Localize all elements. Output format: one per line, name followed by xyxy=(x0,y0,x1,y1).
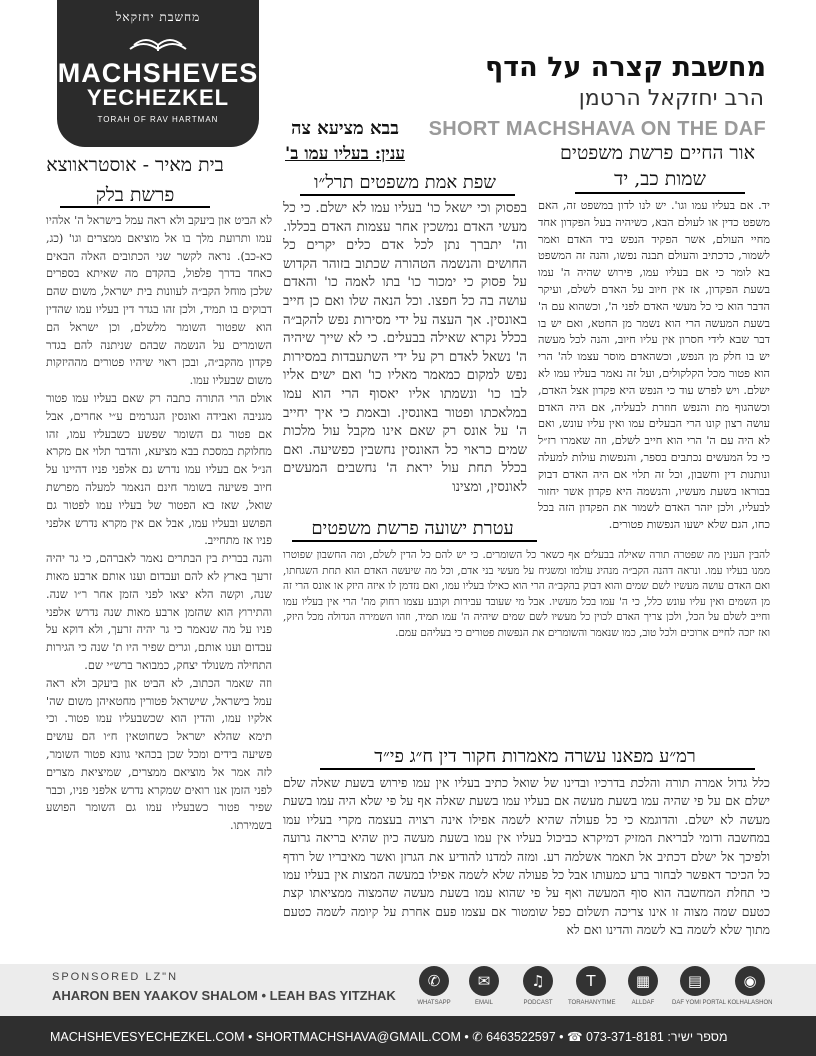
alldaf-link[interactable] xyxy=(620,966,666,1006)
divider xyxy=(320,768,755,770)
daf-yomi-portal-icon: ▤ xyxy=(680,966,710,996)
left-column-text: לא הביט און ביעקב ולא ראה עמל בישראל ה' אלהיו עמו ותרועת מלך בו אל מוציאם ממצרים וגו' (כג, כא-כב). נראה לקשר שני הכתובים האלה הבאים כאחד בדרך פלפול, בהקדם מה שאיתא בספרים שלכן מוחל הקב״ה לעוונות בית ישראל, משום שהם דבוקים בו תמיד, ולכן זהו בגדר דין בעליו עמו שהדין הוא שפטור השומר מלשלם, וכן ישראל הם השומרים על הנשמה שבהם שניתנה להם בגדר פקדון מהקב״ה, ובכן ראוי שיהיו פטורים מההיזקות משום שבעליו עמו. אולם הרי התורה כתבה רק שאם בעליו עמו פטור מגניבה ואבידה ואונסין הנגרמים ע״י אחרים, אבל אם פטור גם השומר שפשע כשבעליו עמו, זהו מחלוקת במסכת בבא מציעא, והדבר תלוי אם מקרא הנ״ל אם בעליו עמו נדרש גם אלפני פניו דהיינו על חיוב פשיעה בשומר חינם הנאמר למעלה מפרשת שואל, שאז בא הפטור של בעליו עמו לפטור גם הפושע ובעליו עמו, אבל אם אין מקרא נדרש אלפני פניו אז מתחייב. והנה בברית בין הבתרים נאמר לאברהם, כי גר יהיה זרעך בארץ לא להם ועבדום וענו אותם ארבע מאות שנה, וקשה הלא יצאו לפני הזמן אחר ר״ו שנה. והתירוץ הוא שהזמן ארבע מאות שנה נדרש אלפני פניו על מה שנאמר כי גר יהיה זרעך, ולא דוקא על עבדום וענו אותם, וגרים שפיר היו ת' שנה כי הגירות התחילה משנולד יצחק, כמבואר ברש״י שם. וזה שאמר הכתוב, לא הביט און ביעקב ולא ראה עמל בישראל, שישראל פטורין מחטאיהן משום שה' אלקיו עמו, והדין הוא שכשבעליו עמו פטור. וכי תימא שהלא ישראל כשחוטאין ח״ו הם עושים פשיעה בידים ומכל שכן בכהאי גוונא פטור השומר, לזה אמר אל מוציאם ממצרים, שמיציאת מצרים לפני הזמן אנו רואים שמקרא נדרש אלפני פניו, וכבר שפיר פטור כשבעליו עמו גם השומר הפושע בשמירתו. xyxy=(46,214,272,833)
right-column-text: יד. אם בעליו עמו וגו'. יש לנו לדון במשפט זה, האם משפט כדין או לעולם הבא, כשיהיה בעל הפקדון אחד מחיי העולם, אשר הפקיד הנפש ביד האדם ואמר לשמור, כדכתיב והעולם תבנה נפשו, והנה זה המשפט בא לומר כי אם בעליו עמו, פירוש שהיה ה' עמו בשעת הפקדון, אז אין חיוב על האדם לשלם, ועיקר הדבר הוא כי כל מעשי האדם לפני ה', וכשהוא עם ה' בשעת המעשה הרי הוא נשמר מן החטא, ואם יש בו דבר שבא לידי חסרון אין עליו חיוב, והנה לכל מעשה יש בו חלק מן הנפש, וכשהאדם מוסר עצמו לה' הרי הוא פטור מכל הקלקולים, ועל זה נאמר בעליו עמו לא ישלם. ויש לפרש עוד כי הנפש היא פקדון אצל האדם, וכשהגוף מת והנפש חוזרת לבעליה, אם היה האדם עושה רצון קונו הרי הבעלים עמו ואין עליו עונש, ואם לא היה עם ה' הרי הוא חייב לשלם, וזה שאמרו רז״ל כי כל המעשים נכתבים בספר, והנפשות עולות למעלה ונותנות דין וחשבון, וכל זה תלוי אם היה האדם דבוק בבוראו בשעת מעשיו, והנשמה היא פקדון אשר יחזור לבעליו, ולכן יזהר האדם לשמור את הפקדון הזה בכל כחו, הגם שלא ישעו הנפשות פטורים. xyxy=(538,199,770,532)
podcast-label: PODCAST xyxy=(523,1000,553,1006)
podcast-icon: ♫ xyxy=(523,966,553,996)
english-title: SHORT MACHSHAVA ON THE DAF xyxy=(428,118,766,140)
right-column-heading: אור החיים פרשת משפטים xyxy=(559,142,756,164)
sponsor-label: SPONSORED LZ"N xyxy=(52,971,179,983)
logo-hebrew: מחשבת יחזקאל xyxy=(115,10,201,24)
left-column-subheading: פרשת בלק xyxy=(95,184,175,206)
tractate-label: בבא מציעא צה xyxy=(291,118,399,139)
logo-tagline: TORAH OF RAV HARTMAN xyxy=(97,115,219,124)
alldaf-icon: ▦ xyxy=(628,966,658,996)
kolhalashon-link[interactable] xyxy=(727,966,773,1006)
divider xyxy=(575,192,745,194)
right-column-subheading: שמות כב, יד xyxy=(614,168,706,190)
page-title: מחשבת קצרה על הדף xyxy=(485,52,766,83)
logo-line-1: MACHSHEVES xyxy=(57,58,259,88)
kolhalashon-icon: ◉ xyxy=(735,966,765,996)
torahanytime-label: TORAHANYTIME xyxy=(568,1000,616,1006)
sponsor-names: AHARON BEN YAAKOV SHALOM • LEAH BAS YITZHAK xyxy=(52,988,396,1003)
podcast-link[interactable] xyxy=(515,966,561,1006)
book-icon xyxy=(128,31,188,53)
daf-yomi-portal-link[interactable] xyxy=(672,966,727,1006)
divider xyxy=(300,194,515,196)
topic-label: ענין: בעליו עמו ב' xyxy=(285,144,405,164)
logo-line-2: YECHEZKEL xyxy=(86,85,230,110)
torahanytime-link[interactable] xyxy=(568,966,614,1006)
email-icon: ✉ xyxy=(469,966,499,996)
ramah-heading: רמ״ע מפאנו עשרה מאמרות חקור דין ח״ג פי״ד xyxy=(374,746,696,767)
footer-contact[interactable]: MACHSHEVESYECHEZKEL.COM • SHORTMACHSHAVA@GMAIL.COM • ✆ 6463522597 • ☎ 073-371-8181 :מספר ישיר xyxy=(50,1030,728,1044)
ramah-text: כלל גדול אמרה תורה והלכת בדרכיו ובדינו של שואל כתיב בעליו אין עמו פירוש בשעת שאלה שלם ישלם אם על פי שהיה עמו בשעת מעשה אם בעליו עמו בשעת שאלה אף על פי שלא היה עמו בשעת מעשה לא ישלם. והדוגמא כי כל פעולה שהיא לשמה אפילו אינה רצויה בעצמה מקרי בעליו עמו במחשבה ודומי לבריאת המזיק דמיקרא כביכול בעליו אין עמו בשעת מעשה כיון שהיא בריאה גרועה ולפיכך אל ישלם דכתיב אל תאמר אשלמה רע. ומזה למדנו להודיע את הגרזן ואשר מאיבריו של רודף כל הכיכר דאפשר לבחור ברע כמעותו אבל כל פעולה שלא לשמה אפילו במעשה המצות אין בעליו עמו כי תחלת המחשבה הוא סוף המעשה ואף על פי שהוא עמו בשעת מעשה שהמצוה ממציאתו קצת כטעם שמה מצוה זו אינו צריכה תשלום כפל שומטור אם עצמו פעם אחרת על קיומה לשמה כטעם מתוך שלא לשמה בא לשמה והדינו ואם לא xyxy=(283,775,770,938)
divider xyxy=(60,206,210,208)
left-column-heading: בית מאיר - אוסטראווצא xyxy=(46,154,224,176)
torahanytime-icon: T xyxy=(576,966,606,996)
divider xyxy=(292,540,537,542)
email-label: EMAIL xyxy=(474,1000,493,1006)
email-link[interactable] xyxy=(461,966,507,1006)
middle-column-heading: שפת אמת משפטים תרל״ו xyxy=(313,172,497,193)
atara-text: להבין הענין מה שפטרה תורה שאילה בבעלים אף כשאר כל השומרים. כי יש להם כל הדין לשלם, ומה החשבון שפוטרו ממנו בעליו עמו. ונראה דהנה הקב״ה מנהיג עולמו ומשגיח על מעשי בני אדם, וכל מה שיעשה האדם הוא תחת השגחתו, ואם האדם עושה מעשיו לשם שמים והוא דבוק בהקב״ה הרי הוא כאילו בעליו עמו, ואם נזדמן לו איזה היזק או אונס הרי זה מן השמים ואין עליו עונש כלל, כי ה' עמו בכל מעשיו. אבל מי שעובד עבירות וקובע עצמו רחוק מה' הרי אין בעליו עמו וחייב לשלם על הכל, ולכן צריך האדם לכוין כל מעשיו לשם שמים שיהיה ה' עמו תמיד, וזהו השמירה הגדולה מכל היזק, ואז יזכה לחיים ארוכים ולכל טוב, כמו שנאמר והשומרים את הנפשות פטורים כי בעליהם עמם. xyxy=(283,549,770,639)
daf-yomi-portal-label: DAF YOMI PORTAL xyxy=(672,1000,727,1006)
whatsapp-label: WHATSAPP xyxy=(417,1000,451,1006)
middle-column-text: בפסוק וכי ישאל כו' בעליו עמו לא ישלם. כי כל מעשי האדם נמשכין אחר עצמות האדם בכללו. וה' יתברך נתן לכל אדם כלים יקרים כל החושים והנשמה הטהורה שכתוב בזוהר הקדוש על פסוק כי ימכור כו' בתו לאמה כו' והאדם עושה בה כל חפצו. וכל הנאה שלו ואם כן חייב באונסין. אך העצה על ידי מסירות נפש להקב״ה בכלל נקרא שאילה בבעלים. כי לא שייך שיהיה ה' נשאל לאדם רק על ידי השתעבדות במסירות נפש למקום כמאמר מאליו כו' ואם ישים אליו לבו כו' ונשמתו אליו יאסוף הרי הוא עמו במלאכתו ופטור באונסין. ובאמת כי איך יחייב ה' על אונס רק שאם אינו מקבל עול מלכות שמים כראוי כל האונסין נחשבין כפשיעה. ואם בכלל תחת עול יראת ה' נחשבים המעשים לאונסין, ומצינו xyxy=(283,201,527,495)
atara-heading: עטרת ישועה פרשת משפטים xyxy=(311,518,514,539)
whatsapp-icon: ✆ xyxy=(419,966,449,996)
alldaf-label: ALLDAF xyxy=(631,1000,655,1006)
logo xyxy=(57,0,259,147)
kolhalashon-label: KOLHALASHON xyxy=(727,1000,773,1006)
author-name: הרב יחזקאל הרטמן xyxy=(578,86,764,111)
whatsapp-link[interactable] xyxy=(411,966,457,1006)
